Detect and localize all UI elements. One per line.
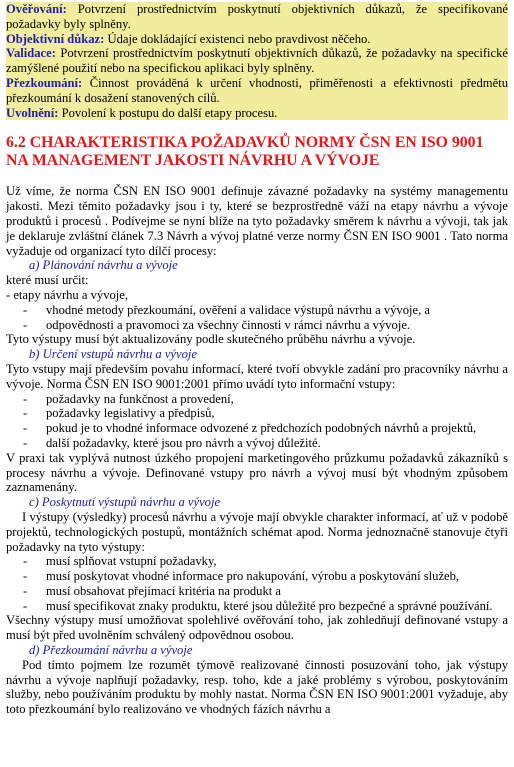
list-item-text: odpovědnosti a pravomoci za všechny činnosti v rámci návrhu a vývoje. xyxy=(46,317,411,332)
definition-overovani xyxy=(6,2,508,32)
dash-bullet: - xyxy=(23,406,28,421)
list-item-text: požadavky legislativy a předpisů, xyxy=(46,406,215,421)
definition-text: Potvrzení prostřednictvím poskytnutí objektivních důkazů, že specifikované požadavky byly splněny. xyxy=(6,2,508,31)
list-item xyxy=(6,584,508,599)
intro-paragraph: Už víme, že norma ČSN EN ISO 9001 definuje závazné požadavky na systémy managementu jakosti. Mezi těmito požadavky jsou i ty, které se bezprostředně váží na etapy návrhu a vývoje produktů i procesů . Podívejme se nyní blíže na tyto požadavky směrem k návrhu a vývoji, tak jak je deklaruje zvláštní článek 7.3 Návrh a vývoj platné verze normy ČSN EN ISO 9001 . Tato norma vyžaduje od organizací tyto dílčí procesy: xyxy=(6,184,508,258)
definition-validace xyxy=(6,46,508,76)
subsection-title-b: b) Určení vstupů návrhu a vývoje xyxy=(29,347,197,362)
list-item xyxy=(6,406,508,421)
definition-term: Objektivní důkaz: xyxy=(6,31,105,46)
list-item-text: musí splňovat vstupní požadavky, xyxy=(46,554,217,569)
dash-bullet: - xyxy=(23,435,28,450)
section-a-line2: - etapy návrhu a vývoje, xyxy=(6,287,129,302)
definition-objektivni-dukaz xyxy=(6,32,508,47)
list-item xyxy=(6,392,508,407)
list-item-text: musí poskytovat vhodné informace pro nakupování, výrobu a poskytování služeb, xyxy=(46,569,460,584)
subsection-title-a: a) Plánování návrhu a vývoje xyxy=(29,258,178,273)
definition-uvolneni xyxy=(6,106,508,121)
section-b-after: V praxi tak vyplývá nutnost úzkého propojení marketingového průzkumu požadavků zákazníků s procesy návrhu a vývoje. Definované vstupy pro návrh a vývoj musí být vhodným způsobem zaznamenány. xyxy=(6,450,508,495)
definition-text: Činnost prováděná k určení vhodnosti, přiměřenosti a efektivnosti předmětu přezkoumání k dosažení stanovených cílů. xyxy=(6,75,508,105)
dash-bullet: - xyxy=(23,391,28,406)
subsection-title-c: c) Poskytnutí výstupů návrhu a vývoje xyxy=(29,495,221,510)
dash-bullet: - xyxy=(23,583,28,598)
dash-bullet: - xyxy=(23,421,28,436)
list-item-text: musí obsahovat přejímací kritéria na produkt a xyxy=(46,583,282,598)
definition-prezkoumani xyxy=(6,76,508,106)
list-item xyxy=(6,318,508,333)
list-item-text: musí specifikovat znaky produktu, které jsou důležité pro bezpečné a správné používání. xyxy=(46,598,493,613)
definitions-block xyxy=(6,2,508,120)
dash-bullet: - xyxy=(23,598,28,613)
definition-term: Ověřování: xyxy=(6,2,67,16)
definition-text: Údaje dokládající existenci nebo pravdivost něčeho. xyxy=(104,31,371,46)
section-d-text: Pod tímto pojmem lze rozumět týmově realizované činnosti posuzování toho, jak výstupy návrhu a vývoje naplňují požadavky, resp. toho, kde a jaké problémy s výrobou, poskytováním služby, nebo používáním produktu by mohly nastat. Norma ČSN EN ISO 9001:2001 vyžaduje, aby toto přezkoumání bylo realizováno ve vhodných fázích návrhu a xyxy=(6,657,508,717)
section-heading: 6.2 CHARAKTERISTIKA POŽADAVKŮ NORMY ČSN EN ISO 9001 NA MANAGEMENT JAKOSTI NÁVRHU A VÝVOJE xyxy=(6,134,484,170)
list-item-text: požadavky na funkčnost a provedení, xyxy=(46,391,234,406)
list-item xyxy=(6,436,508,451)
list-item-text: další požadavky, které jsou pro návrh a vývoj důležité. xyxy=(46,435,321,450)
dash-bullet: - xyxy=(23,569,28,584)
definition-term: Validace: xyxy=(6,46,56,61)
definition-text: Potvrzení prostřednictvím poskytnutí objektivních důkazů, že požadavky na specifické zamýšlené použití nebo na specifickou aplikaci byly splněny. xyxy=(6,46,508,76)
section-a-line1: které musí určit: xyxy=(6,273,89,288)
definition-term: Přezkoumání: xyxy=(6,75,83,90)
dash-bullet: - xyxy=(23,554,28,569)
definition-term: Uvolnění: xyxy=(6,105,59,120)
list-item xyxy=(6,599,508,614)
list-item xyxy=(6,303,508,318)
list-item-text: pokud je to vhodné informace odvozené z předchozích podobných návrhů a projektů, xyxy=(46,421,477,436)
dash-bullet: - xyxy=(23,317,28,332)
section-c-after: Všechny výstupy musí umožňovat spolehlivé ověřování toho, jak zohledňují definované vstupy a musí být před uvolněním schválený odpovědnou osobou. xyxy=(6,613,508,643)
section-a-after: Tyto výstupy musí být aktualizovány podle skutečného průběhu návrhu a vývoje. xyxy=(6,332,416,347)
list-item xyxy=(6,421,508,436)
list-item xyxy=(6,554,508,569)
dash-bullet: - xyxy=(23,302,28,317)
subsection-title-d: d) Přezkoumání návrhu a vývoje xyxy=(29,643,193,658)
section-b-text: Tyto vstupy mají především povahu informací, které tvoří obvykle zadání pro pracovníky návrhu a vývoje. Norma ČSN EN ISO 9001:2001 přímo uvádí tyto informační vstupy: xyxy=(6,361,508,391)
list-item xyxy=(6,569,508,584)
definition-text: Povolení k postupu do další etapy procesu. xyxy=(58,105,278,120)
section-c-text: I výstupy (výsledky) procesů návrhu a vývoje mají obvykle charakter informací, ať už v podobě projektů, technologických postupů, montážních schémat apod. Norma jednoznačně stanovuje čtyři požadavky na tyto výstupy: xyxy=(6,509,508,554)
list-item-text: vhodné metody přezkoumání, ověření a validace výstupů návrhu a vývoje, a xyxy=(46,302,430,317)
